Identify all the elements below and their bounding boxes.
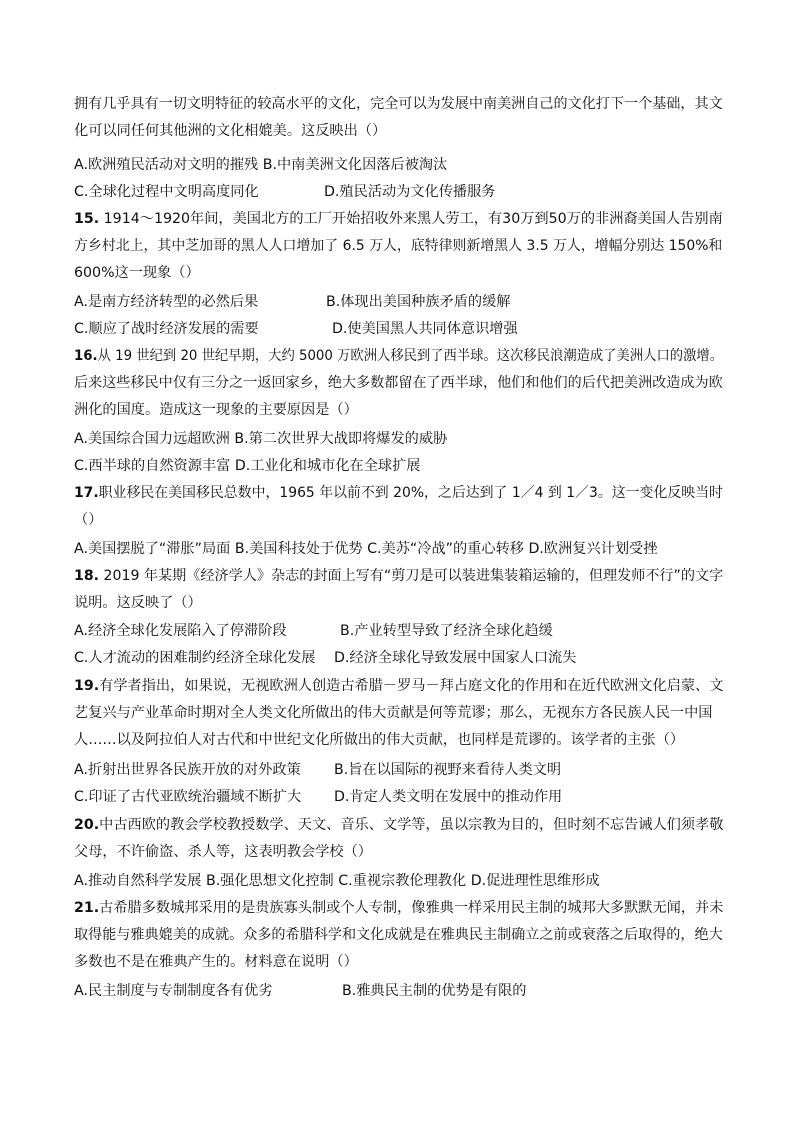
q18-option-b: B.产业转型导致了经济全球化趋缓 — [340, 623, 553, 639]
q19-option-a: A.折射出世界各民族开放的对外政策 — [74, 762, 301, 778]
q17-option-c: C.美苏“冷战”的重心转移 — [367, 541, 524, 557]
q19-option-d: D.肯定人类文明在发展中的推动作用 — [334, 789, 563, 805]
q18-option-a: A.经济全球化发展陷入了停滞阶段 — [74, 623, 287, 639]
q16-option-a: A.美国综合国力远超欧洲 — [74, 431, 230, 447]
q15-text-line3: 600%这一现象（） — [74, 265, 200, 281]
q17-options-row — [74, 539, 657, 559]
q15-text-line2: 方乡村北上，其中芝加哥的黑人人口增加了 6.5 万人，底特律则新增黑人 3.5 万人，增幅分别达 150%和 — [74, 238, 723, 254]
q16-text-line2: 后来这些移民中仅有三分之一返回家乡，绝大多数都留在了西半球，他们和他们的后代把美洲改造成为欧 — [74, 375, 723, 391]
q15-option-d: D.使美国黑人共同体意识增强 — [332, 321, 518, 337]
q18-text-line2: 说明。这反映了（） — [74, 595, 202, 611]
q16-text-line3: 洲化的国度。造成这一现象的主要原因是（） — [74, 402, 358, 418]
q21-text-line1 — [74, 898, 723, 918]
q19-stem-1: 有学者指出，如果说，无视欧洲人创造古希腊－罗马－拜占庭文化的作用和在近代欧洲文化启蒙、文 — [99, 678, 724, 694]
q21-text-line3: 多数也不是在雅典产生的。材料意在说明（） — [74, 954, 358, 970]
q17-option-d: D.欧洲复兴计划受挫 — [528, 541, 658, 557]
q17-stem-1: 职业移民在美国移民总数中，1965 年以前不到 20%，之后达到了 1／4 到 1／3。这一变化反映当时 — [98, 485, 723, 501]
q14-options-row1 — [74, 155, 447, 175]
q18-number: 18. — [74, 568, 100, 584]
q18-option-d: D.经济全球化导致发展中国家人口流失 — [334, 650, 577, 666]
q21-number: 21. — [74, 900, 100, 916]
q20-text-line2: 父母，不许偷盗、杀人等，这表明教会学校（） — [74, 844, 372, 860]
q19-text-line3: 人……以及阿拉伯人对古代和中世纪文化所做出的伟大贡献，也同样是荒谬的。该学者的主张（） — [74, 732, 685, 748]
q15-option-a: A.是南方经济转型的必然后果 — [74, 294, 259, 310]
q14-option-c: C.全球化过程中文明高度同化 — [74, 184, 259, 200]
q20-text-line1 — [74, 815, 723, 835]
q16-stem-1: 从 19 世纪到 20 世纪早期，大约 5000 万欧洲人移民到了西半球。这次移民浪潮造成了美洲人口的激增。 — [97, 348, 724, 364]
q19-number: 19. — [74, 678, 100, 694]
q20-option-d: D.促进理性思维形成 — [470, 873, 600, 889]
q14-text-line1: 拥有几乎具有一切文明特征的较高水平的文化，完全可以为发展中南美洲自己的文化打下一个基础，其文 — [74, 96, 723, 112]
q20-number: 20. — [74, 817, 100, 833]
q15-text-line1 — [74, 209, 723, 229]
q15-option-b: B.体现出美国种族矛盾的缓解 — [326, 294, 511, 310]
q17-option-a: A.美国摆脱了“滞胀”局面 — [74, 541, 231, 557]
q21-stem-1: 古希腊多数城邦采用的是贵族寡头制或个人专制，像雅典一样采用民主制的城邦大多默默无闻，并未 — [99, 900, 724, 916]
q17-option-b: B.美国科技处于优势 — [234, 541, 363, 557]
q20-option-a: A.推动自然科学发展 — [74, 873, 202, 889]
q20-options-row — [74, 871, 600, 891]
q20-option-b: B.强化思想文化控制 — [205, 873, 334, 889]
q19-option-b: B.旨在以国际的视野来看待人类文明 — [334, 762, 562, 778]
q17-text-line2: （） — [74, 512, 103, 528]
q15-stem-1: 1914～1920年间，美国北方的工厂开始招收外来黑人劳工，有30万到50万的非洲裔美国人告别南 — [103, 211, 723, 227]
q21-option-a: A.民主制度与专制制度各有优劣 — [74, 983, 273, 999]
q19-option-c: C.印证了古代亚欧统治疆域不断扩大 — [74, 789, 302, 805]
q21-option-b: B.雅典民主制的优势是有限的 — [342, 983, 527, 999]
q16-options-row1 — [74, 429, 447, 449]
q18-option-c: C.人才流动的困难制约经济全球化发展 — [74, 650, 316, 666]
q14-option-d: D.殖民活动为文化传播服务 — [324, 184, 496, 200]
q15-number: 15. — [74, 211, 100, 227]
q18-text-line1 — [74, 566, 723, 586]
q17-number: 17. — [74, 485, 99, 501]
q20-option-c: C.重视宗教伦理教化 — [338, 873, 467, 889]
q16-option-b: B.第二次世界大战即将爆发的威胁 — [234, 431, 448, 447]
q14-option-a: A.欧洲殖民活动对文明的摧残 — [74, 157, 259, 173]
q18-stem-1: 2019 年某期《经济学人》杂志的封面上写有“剪刀是可以装进集装箱运输的，但理发师不行”的文字 — [103, 568, 724, 584]
q21-text-line2: 取得能与雅典媲美的成就。众多的希腊科学和文化成就是在雅典民主制确立之前或衰落之后取得的，绝大 — [74, 927, 723, 943]
q16-options-row2 — [74, 456, 421, 476]
q16-number: 16. — [74, 348, 98, 364]
q16-option-c: C.西半球的自然资源丰富 — [74, 458, 231, 474]
q19-text-line2: 艺复兴与产业革命时期对全人类文化所做出的伟大贡献是何等荒谬；那么，无视东方各民族人民一中国 — [74, 705, 713, 721]
q17-text-line1 — [74, 483, 723, 503]
q14-text-line2: 化可以同任何其他洲的文化相媲美。这反映出（） — [74, 123, 387, 139]
q15-option-c: C.顺应了战时经济发展的需要 — [74, 321, 259, 337]
q14-option-b: B.中南美洲文化因落后被淘汰 — [262, 157, 448, 173]
q20-stem-1: 中古西欧的教会学校教授数学、天文、音乐、文学等，虽以宗教为目的，但时刻不忘告诫人们须孝敬 — [99, 817, 724, 833]
q16-text-line1 — [74, 346, 723, 366]
q19-text-line1 — [74, 676, 723, 696]
q16-option-d: D.工业化和城市化在全球扩展 — [234, 458, 421, 474]
